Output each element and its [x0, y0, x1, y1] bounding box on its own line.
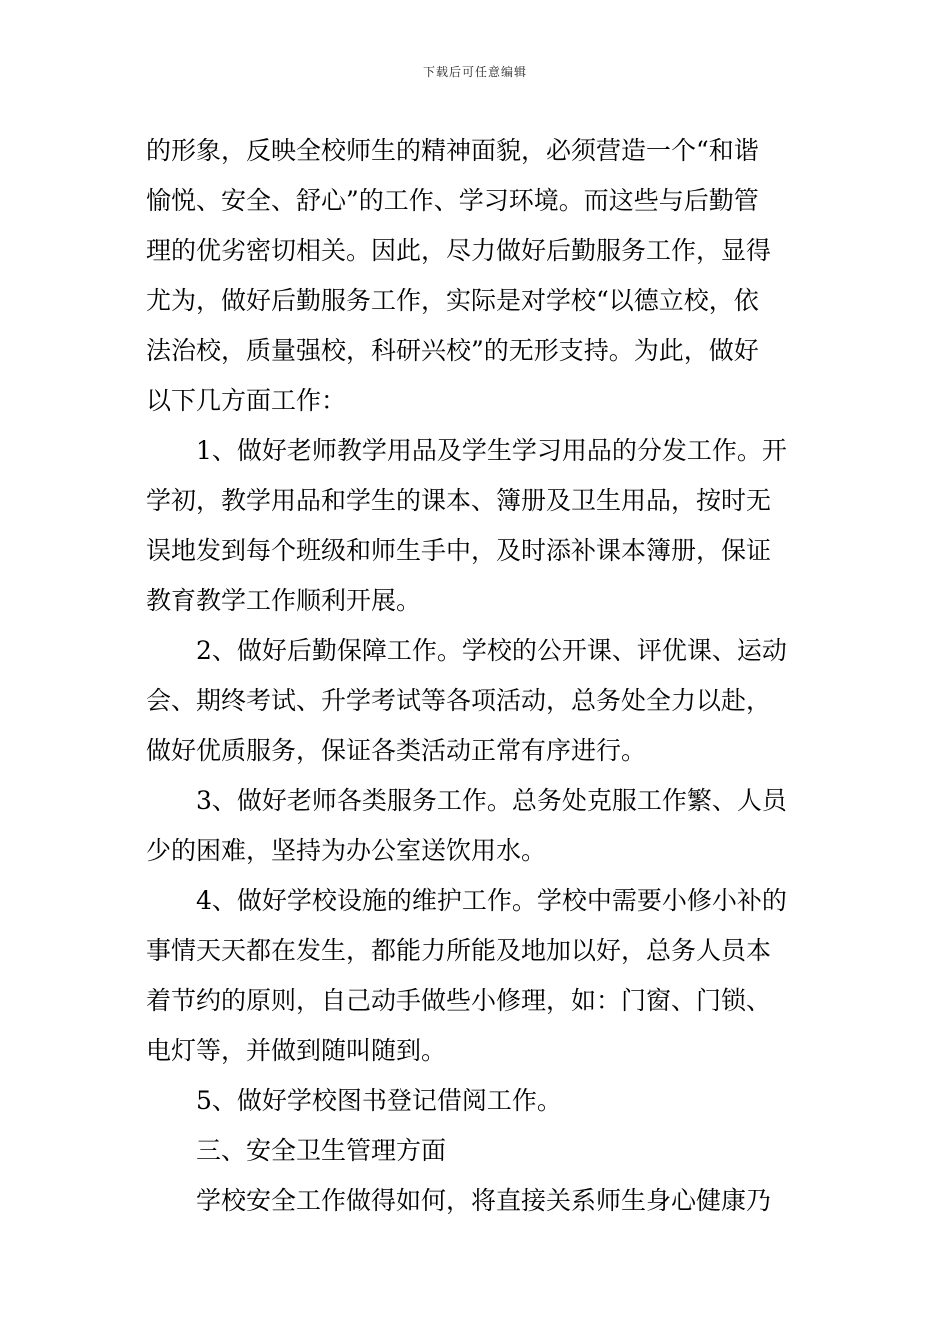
text-line: 尤为，做好后勤服务工作，实际是对学校“以德立校，依: [146, 286, 759, 315]
text-line: 愉悦、安全、舒心”的工作、学习环境。而这些与后勤管: [146, 186, 759, 215]
page-header-note: 下载后可任意编辑: [422, 65, 527, 79]
text-line: 事情天天都在发生，都能力所能及地加以好，总务人员本: [146, 936, 772, 965]
text-line: 学校安全工作做得如何，将直接关系师生身心健康乃: [196, 1186, 772, 1215]
text-line: 会、期终考试、升学考试等各项活动，总务处全力以赴，: [146, 686, 772, 715]
list-item-5: 5、做好学校图书登记借阅工作。: [196, 1086, 562, 1115]
text-line: 少的困难，坚持为办公室送饮用水。: [146, 836, 547, 865]
document-body: [146, 126, 806, 1226]
list-item-3: 3、做好老师各类服务工作。总务处克服工作繁、人员: [196, 786, 787, 815]
text-line: 以下几方面工作：: [146, 386, 347, 415]
text-line: 学初，教学用品和学生的课本、簿册及卫生用品，按时无: [146, 486, 772, 515]
text-line: 做好优质服务，保证各类活动正常有序进行。: [146, 736, 647, 765]
text-line: 的形象，反映全校师生的精神面貌，必须营造一个“和谐: [146, 136, 759, 165]
list-item-1: 1、做好老师教学用品及学生学习用品的分发工作。开: [196, 436, 787, 465]
section-heading: 三、安全卫生管理方面: [196, 1136, 447, 1165]
text-line: 电灯等，并做到随叫随到。: [146, 1036, 447, 1065]
text-line: 法治校，质量强校，科研兴校”的无形支持。为此，做好: [146, 336, 759, 365]
text-line: 教育教学工作顺利开展。: [146, 586, 422, 615]
text-line: 误地发到每个班级和师生手中，及时添补课本簿册，保证: [146, 536, 772, 565]
text-line: 理的优劣密切相关。因此，尽力做好后勤服务工作，显得: [146, 236, 772, 265]
text-line: 着节约的原则，自己动手做些小修理，如：门窗、门锁、: [146, 986, 772, 1015]
list-item-4: 4、做好学校设施的维护工作。学校中需要小修小补的: [196, 886, 787, 915]
list-item-2: 2、做好后勤保障工作。学校的公开课、评优课、运动: [196, 636, 787, 665]
